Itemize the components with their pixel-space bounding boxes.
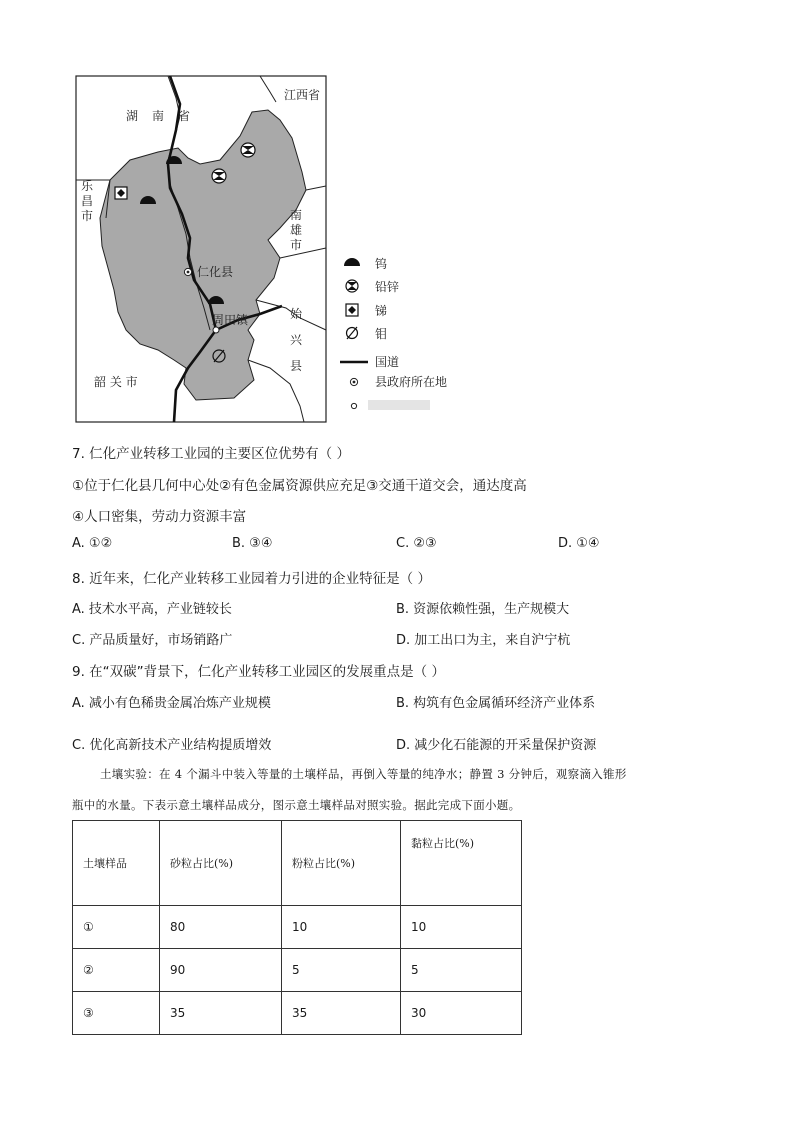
zhoutian-town-marker <box>213 327 219 333</box>
table-cell: ① <box>73 906 160 949</box>
table-cell: 80 <box>160 906 282 949</box>
table-header-row <box>73 821 522 906</box>
table-cell: 35 <box>160 992 282 1035</box>
table-cell: 10 <box>282 906 401 949</box>
lead-zinc-icon <box>241 143 255 157</box>
renhua-county-map <box>70 68 450 424</box>
legend-label: 铅锌 <box>375 280 400 294</box>
legend-label: 钼 <box>375 327 388 341</box>
question-8-option-d[interactable]: D. 加工出口为主，来自沪宁杭 <box>396 633 571 648</box>
question-7-option-d[interactable]: D. ①④ <box>558 536 600 551</box>
lead-zinc-icon <box>212 169 226 183</box>
legend-label: 县政府所在地 <box>375 375 448 389</box>
table-header-cell: 粉粒占比(%) <box>282 821 401 906</box>
question-8-option-a[interactable]: A. 技术水平高，产业链较长 <box>72 602 232 617</box>
table-row <box>73 906 522 949</box>
lechang-label-2: 昌 <box>81 194 94 208</box>
soil-intro-line2: 瓶中的水量。下表示意土壤样品成分，图示意土壤样品对照实验。据此完成下面小题。 <box>72 798 521 812</box>
soil-sample-table <box>72 820 522 1035</box>
zhoutian-label: 周田镇 <box>212 313 249 327</box>
table-cell: 10 <box>401 906 522 949</box>
table-header-cell: 黏粒占比(%) <box>401 821 522 906</box>
map-legend <box>340 257 447 410</box>
question-7-statements-line2: ④人口密集，劳动力资源丰富 <box>72 509 247 525</box>
question-9-option-b[interactable]: B. 构筑有色金属循环经济产业体系 <box>396 696 596 711</box>
legend-lead-zinc-icon <box>346 280 358 292</box>
nanxiong-label-3: 市 <box>290 238 303 252</box>
question-7-option-b[interactable]: B. ③④ <box>232 536 273 551</box>
jiangxi-label: 江西省 <box>284 88 321 102</box>
shixing-label-2: 兴 <box>290 333 303 347</box>
table-cell: 30 <box>401 992 522 1035</box>
legend-tungsten-icon <box>344 258 360 266</box>
table-cell: 5 <box>401 949 522 992</box>
legend-label: 锑 <box>375 304 388 318</box>
question-9-stem: 9. 在“双碳”背景下，仁化产业转移工业园区的发展重点是（ ） <box>72 664 445 680</box>
table-cell: ③ <box>73 992 160 1035</box>
table-header-cell: 砂粒占比(%) <box>160 821 282 906</box>
legend-molybdenum-icon <box>347 327 358 339</box>
legend-town-icon <box>351 403 356 408</box>
legend-blurred-label <box>368 400 430 410</box>
question-7-option-c[interactable]: C. ②③ <box>396 536 437 551</box>
table-cell: 90 <box>160 949 282 992</box>
question-8-stem: 8. 近年来，仁化产业转移工业园着力引进的企业特征是（ ） <box>72 571 431 587</box>
legend-label: 国道 <box>375 355 400 369</box>
hunan-label-2: 南 <box>152 109 165 123</box>
renhua-county-seat-marker <box>184 268 191 275</box>
nanxiong-label-2: 雄 <box>290 223 303 237</box>
nanxiong-label-1: 南 <box>290 208 303 222</box>
lechang-label-1: 乐 <box>81 179 94 193</box>
question-9-option-a[interactable]: A. 减小有色稀贵金属冶炼产业规模 <box>72 696 271 711</box>
soil-intro-line1: 土壤实验：在 4 个漏斗中装入等量的土壤样品，再倒入等量的纯净水；静置 3 分钟后，观察滴入锥形 <box>100 767 627 781</box>
table-row <box>73 949 522 992</box>
question-8-option-c[interactable]: C. 产品质量好，市场销路广 <box>72 633 233 648</box>
hunan-label-3: 省 <box>178 109 191 123</box>
table-header-cell: 土壤样品 <box>73 821 160 906</box>
question-7-stem: 7. 仁化产业转移工业园的主要区位优势有（ ） <box>72 446 350 462</box>
shixing-label-1: 始 <box>290 307 303 321</box>
renhua-label: 仁化县 <box>197 265 234 279</box>
lechang-label-3: 市 <box>81 209 94 223</box>
question-9-option-c[interactable]: C. 优化高新技术产业结构提质增效 <box>72 738 272 753</box>
question-8-option-b[interactable]: B. 资源依赖性强，生产规模大 <box>396 602 570 617</box>
table-cell: 5 <box>282 949 401 992</box>
table-row <box>73 992 522 1035</box>
table-cell: 35 <box>282 992 401 1035</box>
legend-county-seat-icon <box>350 378 357 385</box>
antimony-icon <box>115 187 127 199</box>
question-7-statements-line1: ①位于仁化县几何中心处②有色金属资源供应充足③交通干道交会，通达度高 <box>72 478 527 494</box>
legend-antimony-icon <box>346 304 358 316</box>
shaoguan-label: 韶 关 市 <box>94 375 138 389</box>
hunan-label-1: 湖 <box>126 109 139 123</box>
question-9-option-d[interactable]: D. 减少化石能源的开采量保护资源 <box>396 738 597 753</box>
table-cell: ② <box>73 949 160 992</box>
shixing-label-3: 县 <box>290 359 303 373</box>
question-7-option-a[interactable]: A. ①② <box>72 536 113 551</box>
legend-label: 钨 <box>375 257 388 271</box>
